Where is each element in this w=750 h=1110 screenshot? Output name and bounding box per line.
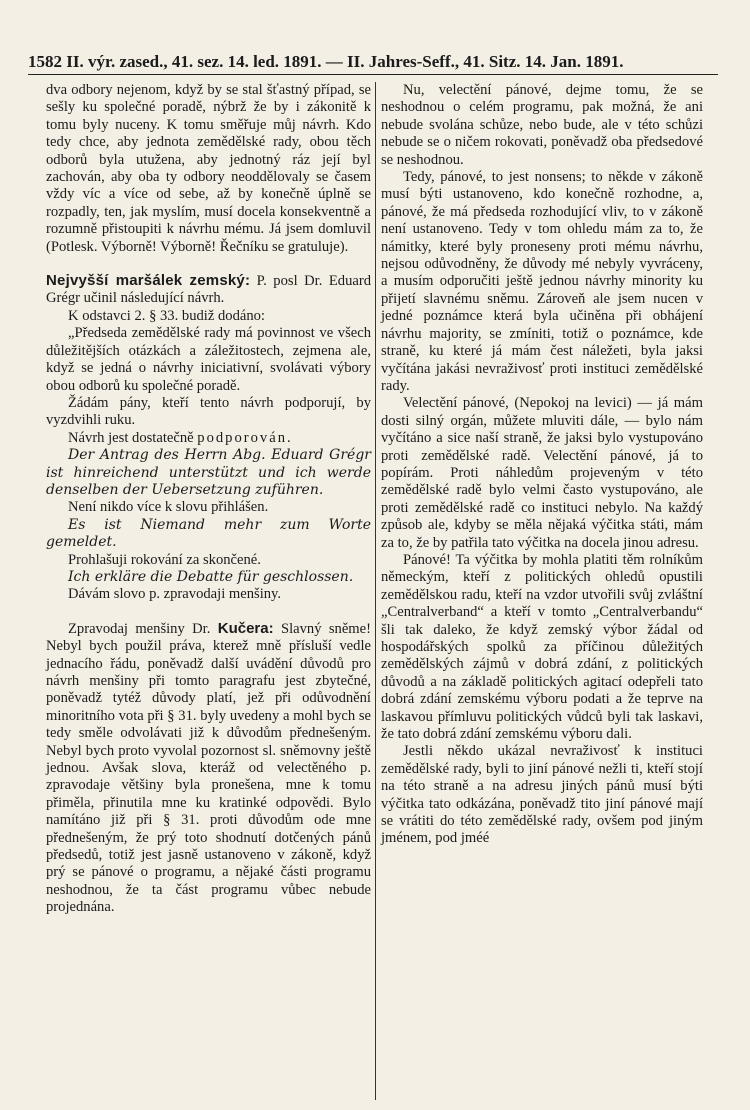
paragraph-text: Návrh jest dostatečně xyxy=(68,429,198,446)
paragraph-german: Ich erkläre die Debatte für geschlossen. xyxy=(68,568,354,585)
paragraph: Žádám pány, kteří tento návrh podporují, by vyzdvihli ruku. xyxy=(46,394,371,429)
speaker-paragraph xyxy=(46,620,371,917)
column-divider xyxy=(375,82,376,1100)
paragraph-text: Slavný sněme! Nebyl bych použil práva, kterež mně přísluší vedle jednacího řádu, poněvadž další uvádění důvodů pro návrh menšiny při tomto paragrafu jest zbytečné, poněvadž tytéž důvody platí, jež při odůvodnění minoritního vota při § 31. byly uvedeny a mohl bych se tedy směle odvolávati již k důvodům přednešeným. Nebyl bych proto vyvolal pozornost sl. sněmovny ještě jednou. Avšak slova, kteráž od velectěného p. zpravodaje většiny byla pronešena, mne k tomu přiměla, přinutila mne ku kratinké odpovědi. Bylo namítáno již při § 31. proti důvodům ode mne přednešeným, že prý toto shodnutí dotčených pánů předsedů, totiž jest jasně ustanoveno v zákoně, když prý se pánové o programu, a nějaké části programu neshodnou, že ta část programu vůbec nebude projednána. xyxy=(46,620,371,916)
speaker-name: Nejvyšší maršálek zemský: xyxy=(46,272,251,290)
paragraph: Nu, velectění pánové, dejme tomu, že se neshodnou o celém programu, pak možná, že ani nebude svolána schůze, nebo bude, ale v této schůzi nebude se o ničem rokovati, poněvadž oba předsedové se neshodnou. xyxy=(381,82,703,168)
paragraph xyxy=(46,430,371,447)
header-text: 1582 II. výr. zased., 41. sez. 14. led. 1891. — II. Jahres-Seff., 41. Sitz. 14. Jan. 1891. xyxy=(28,52,624,71)
paragraph: Dávám slovo p. zpravodaji menšiny. xyxy=(68,586,282,603)
paragraph: Jestli někdo ukázal nevraživosť k instituci zemědělské rady, byli to jiní pánové nežli ti, kteří stojí na této straně a na adresu jiných pánů musí býti výčitka tato odkázána, poněvadž tito jiní pánové mají se vrátiti do této zemědělské rady, ovšem pod jiným jménem, pod jméé xyxy=(381,743,703,847)
paragraph: Velectění pánové, (Nepokoj na levici) — já mám dosti silný orgán, můžete mluviti dále, — bylo nám vyčítáno a sice naší straně, že jaksi bylo vystupováno proti zemědělské radě. Velectění pánové, já to popírám. Proti náhledům projeveným v této zemědělské radě bylo velmi často vystupováno, ale proti zemědělské radě co instituci nebylo. Na každý způsob ale, kdyby se měla nějaká výčitka státi, mám za to, že by patřila tato výčitka na docela jinou adresu. xyxy=(381,395,703,551)
header-rule xyxy=(28,74,718,75)
paragraph: dva odbory nejenom, když by se stal šťastný případ, se sešly ku společné poradě, nýbrž že by i zákonitě k tomu byly nuceny. K tomu směřuje můj návrh. Kdo tedy chce, aby jednota zemědělské rady, obou těch odborů byla utužena, aby jednotný ráz její byl zachován, aby oba ty odbory neoddělovaly se časem vždy víc a více od sebe, až by konečně úplně se rozpadly, ten, jak myslím, musí docela konsekventně a rozumně přistoupiti k návrhu mému. Já jsem domluvil (Potlesk. Výborně! Výborně! Řečníku se gratuluje). xyxy=(46,82,371,255)
page-header xyxy=(28,38,718,72)
paragraph: Tedy, pánové, to jest nonsens; to někde v zákoně musí býti ustanoveno, kdo konečně rozhodne, a, pánové, že má předseda rozhodující vliv, to v zákoně není ustanoveno. Tedy v tom ohledu mám za to, že námitky, které byly proneseny proti mému návrhu, nejsou odůvodněny, že důvody mé nebyly vyvráceny, a musím odporučiti ještě jednou návrhy minority ku přijetí slavnému sněmu. Zároveň ale jsem nucen v jedné poznámce která byla učiněna při obhájení návrhu majority, se zmíniti, totiž o poznámce, kde straně, ku které já mám čest náležeti, byla jaksi vyčítána jakási nevraživosť proti instituci zemědělské rady. xyxy=(381,169,703,394)
right-column xyxy=(381,82,703,848)
paragraph-german: Der Antrag des Herrn Abg. Eduard Grégr ist hinreichend unterstützt und ich werde denselben der Uebersetzung zuführen. xyxy=(46,447,371,498)
speaker-paragraph xyxy=(46,272,371,308)
left-column xyxy=(46,82,371,917)
paragraph-text: Zpravodaj menšiny Dr. xyxy=(68,620,218,637)
paragraph: K odstavci 2. § 33. budiž dodáno: xyxy=(68,307,265,324)
speaker-name: Kučera: xyxy=(217,619,274,637)
paragraph-german: Es ist Niemand mehr zum Worte gemeldet. xyxy=(46,516,371,551)
emphasis-text: podporován. xyxy=(197,429,293,446)
paragraph: Není nikdo více k slovu přihlášen. xyxy=(68,499,269,516)
paragraph: „Předseda zemědělské rady má povinnost ve všech důležitějších otázkách a záležitostech, zejmena ale, když se jedná o návrhy iniciativní, svolávati výbory obou odborů ku společné poradě. xyxy=(46,325,371,394)
paragraph: Prohlašuji rokování za skončené. xyxy=(68,551,261,568)
paragraph-text: P. posl Dr. Eduard Grégr učinil následující návrh. xyxy=(46,273,371,307)
paragraph: Pánové! Ta výčitka by mohla platiti těm rolníkům německým, kteří z politických ohledů opustili zemědělskou radu, kteří na vzdor utvořili svůj zvláštní „Centralverband“ a kteří v tomto „Centralverbandu“ šli tak daleko, že když zemský výbor žádal od hospodářských spolků za příčinou důležitých zemědělských zájmů v dobrá zdání, z politických důvodů a na základě politických agitací odepřeli tato dobrá zdání zemskému výboru podati a že teprve na laskavou přímluvu politických vůdců byli tak laskavi, že tato dobrá zdání zemskému výboru dali. xyxy=(381,551,703,743)
